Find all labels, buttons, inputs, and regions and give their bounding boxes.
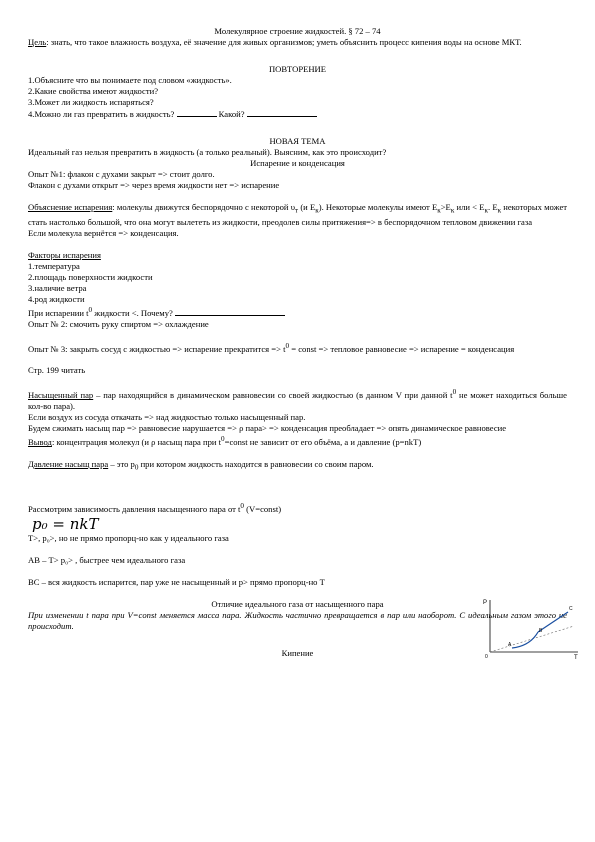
saturated-vapor-definition	[28, 387, 567, 412]
explanation-text: >E	[440, 202, 451, 212]
factor-3: 3.наличие ветра	[28, 282, 87, 293]
experiment-1a: Опыт №1: флакон с духами закрыт => стоит долго.	[28, 169, 215, 179]
conclusion	[28, 434, 567, 448]
factors-question	[28, 305, 567, 319]
experiment-1b: Флакон с духами открыт => через время жидкости нет => испарение	[28, 180, 280, 190]
dependence-line-2: T>, p₀>, но не прямо пропорц-но как у идеального газа	[28, 532, 229, 543]
superscript: 0	[285, 341, 290, 350]
point-a-label: A	[508, 642, 512, 648]
conclusion-text: : концентрация молекул (и ρ насыщ пара при t	[51, 437, 222, 448]
difference-text: При изменении t пара при V=const меняется масса пара. Жидкость частично превращается в пар или наоборот. С идеальным газом этого не происходит.	[28, 609, 567, 631]
goal-text: : знать, что такое влажность воздуха, её значение для живых организмов; уметь объяснить процесс кипения воды на основе МКТ.	[46, 37, 522, 47]
explanation-text: некоторых может стать настолько большой, что она могут вылететь из жидкости, преодолев силы притяжения=> в беспорядочном тепловом движении газа	[28, 202, 568, 227]
pressure-text: при котором жидкость находится в равновесии со своим паром.	[138, 459, 374, 470]
new-topic-subheading: Испарение и конденсация	[250, 158, 345, 168]
subscript: к	[497, 206, 502, 215]
formula: p₀ = nkT	[32, 514, 99, 533]
review-q4-line	[28, 108, 567, 120]
x-axis-label: T	[574, 655, 578, 660]
vapor-pressure-definition	[28, 459, 567, 474]
page-title: Молекулярное строение жидкостей. § 72 – 74	[214, 26, 381, 36]
review-q3: 3.Может ли жидкость испаряться?	[28, 97, 154, 107]
experiment-text: Опыт № 3: закрыть сосуд с жидкостью => испарение прекратится => t	[28, 343, 286, 354]
question-text: жидкости <. Почему?	[92, 307, 173, 318]
reading-assignment: Стр. 199 читать	[28, 365, 86, 376]
footer-heading: Кипение	[281, 647, 314, 658]
experiment-3	[28, 341, 567, 355]
superscript: 0	[240, 501, 244, 510]
subscript: 0	[134, 463, 139, 472]
definition-text: – пар находящийся в динамическом равновесии со своей жидкостью (в данном V при данной t	[93, 390, 453, 401]
dependence-text: (V=const)	[244, 503, 282, 514]
dependence-intro	[28, 501, 567, 515]
new-topic-intro: Идеальный газ нельзя превратить в жидкость (а только реальный). Выясним, как это происходит?	[28, 147, 387, 157]
point-b-label: B	[539, 628, 543, 634]
conclusion-text: =const не зависит от его объёма, а и давление (p=nkT)	[224, 437, 422, 448]
superscript: 0	[452, 388, 457, 397]
evaporation-explanation	[28, 202, 567, 228]
review-q1: 1.Объясните что вы понимаете под словом «жидкость».	[28, 75, 232, 85]
answer-blank	[177, 108, 217, 117]
subscript: т	[294, 206, 299, 215]
explanation-text: ). Некоторые молекулы имеют E	[318, 202, 438, 212]
pressure-text: – это p	[108, 459, 135, 470]
explanation-text: или < E	[454, 202, 485, 212]
explanation-text: . E	[487, 202, 498, 212]
experiment-2: Опыт № 2: смочить руку спиртом => охлаждение	[28, 318, 209, 329]
difference-heading: Отличие идеального газа от насыщенного пара	[211, 598, 384, 609]
review-heading: ПОВТОРЕНИЕ	[268, 64, 327, 74]
conclusion-label: Вывод	[28, 437, 52, 448]
saturated-line-2: Если воздух из сосуда откачать => над жидкостью только насыщенный пар.	[28, 412, 306, 423]
factors-heading: Факторы испарения	[28, 249, 101, 260]
answer-blank	[247, 108, 317, 117]
factor-4: 4.род жидкости	[28, 293, 85, 304]
review-q2: 2.Какие свойства имеют жидкости?	[28, 86, 159, 96]
experiment-text: = const => тепловое равновесие => испарение = конденсация	[289, 343, 515, 354]
review-q4-which: Какой?	[218, 109, 245, 119]
superscript: 0	[88, 305, 93, 314]
subscript: к	[484, 206, 488, 215]
dependence-text: Рассмотрим зависимость давления насыщенного пара от t	[28, 503, 241, 514]
vapor-pressure-graph	[482, 596, 582, 660]
pressure-label: Давление насыщ пара	[28, 459, 109, 470]
dependence-line-bc: ВС – вся жидкость испарится, пар уже не насыщенный и р> прямо пропорц-но T	[28, 576, 325, 587]
subscript: к	[315, 206, 319, 215]
explanation-text: : молекулы движутся беспорядочно с некоторой υ	[112, 202, 295, 212]
superscript: 0	[221, 435, 225, 444]
factor-1: 1.температура	[28, 260, 80, 271]
definition-text: не может находиться больше кол-во пара).	[28, 390, 567, 412]
explanation-label: Объяснение испарения	[28, 202, 113, 212]
goal-label: Цель	[28, 37, 47, 47]
answer-blank	[175, 307, 285, 316]
question-text: При испарении t	[28, 307, 89, 318]
factor-2: 2.площадь поверхности жидкости	[28, 271, 153, 282]
new-topic-heading: НОВАЯ ТЕМА	[269, 136, 326, 146]
review-q4: 4.Можно ли газ превратить в жидкость?	[28, 109, 175, 119]
subscript: к	[450, 206, 455, 215]
saturated-label: Насыщенный пар	[28, 390, 94, 401]
curve-ab	[512, 632, 538, 648]
condensation-line: Если молекула вернётся => конденсация.	[28, 227, 179, 238]
subscript: к	[437, 206, 441, 215]
saturated-line-3: Будем сжимать насыщ пар => равновесие нарушается => ρ пара> => конденсация преобладает => опять динамическое равновесие	[28, 423, 507, 434]
dependence-line-ab: АВ – T> p₀> , быстрее чем идеального газа	[28, 554, 186, 565]
document-page	[28, 26, 567, 659]
explanation-text: (и E	[298, 202, 316, 212]
origin-label: 0	[485, 654, 488, 660]
point-c-label: C	[569, 606, 573, 612]
y-axis-label: P	[483, 600, 488, 606]
goal-paragraph	[28, 37, 567, 48]
